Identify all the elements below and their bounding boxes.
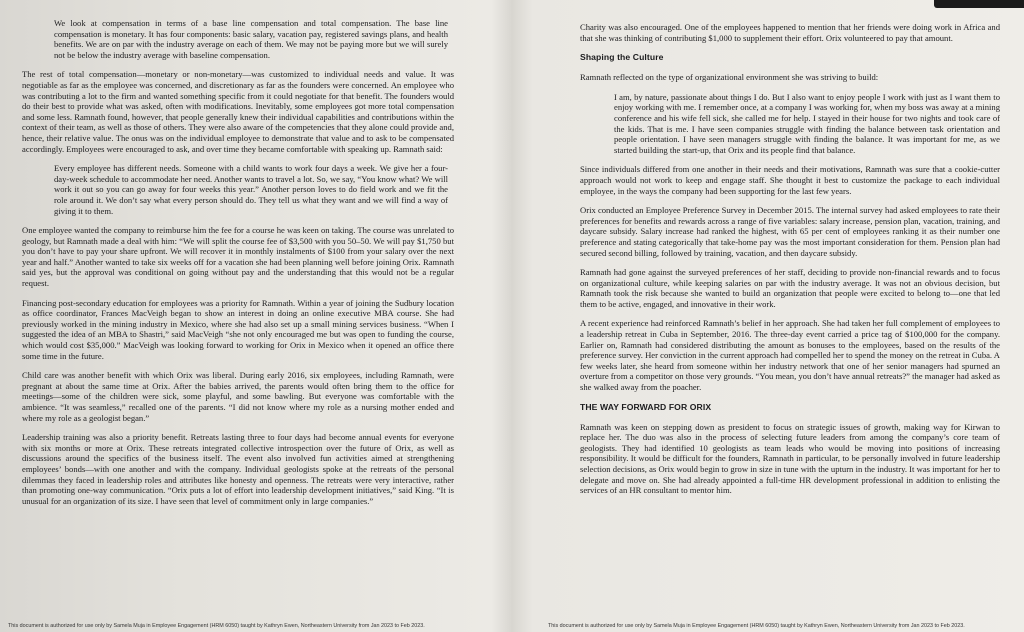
quote-block: Every employee has different needs. Someone with a child wants to work four days a week. We give her a four-day-week schedule to accommodate her need. Another wants to travel a lot. So, we say, “You know what? We will work it out so you can go away for four weeks this year.” Another person loves to do field work and we fit the role around it. We don’t say what every person should do. They tell us what they want and we will find a way of giving it to them. xyxy=(54,163,448,216)
paragraph: Since individuals differed from one another in their needs and their motivations, Ramnath was sure that a cookie-cutter approach would not work to keep and engage staff. She thought it best to customize the package to each individual employee, in the ways the company had been supporting for the last few years. xyxy=(580,164,1000,196)
footer-authorization-right: This document is authorized for use only by Samela Muja in Employee Engagement (HRM 6050) taught by Kathryn Ewen, Northeastern University from Jan 2023 to Feb 2023. xyxy=(548,623,965,629)
quote-block: We look at compensation in terms of a base line compensation and total compensation. The base line compensation is monetary. It has four components: basic salary, vacation pay, registered savings plans, and health benefits. We are on par with the industry average on each of them. We may not be paying more but we will surely not be below the industry average with baseline compensation. xyxy=(54,18,448,60)
paragraph: Ramnath had gone against the surveyed preferences of her staff, deciding to provide non-financial rewards and to focus on organizational culture, while keeping salaries on par with the industry average. It was not an obvious decision, but Ramnath took the risk because she wanted to build an organization that people were excited to belong to—one that led them to be active, engaged, and innovative in their work. xyxy=(580,267,1000,309)
paragraph: A recent experience had reinforced Ramnath’s belief in her approach. She had taken her full complement of employees to a leadership retreat in Cuba in September, 2016. The three-day event carried a price tag of $100,000 for the company. Earlier on, Ramnath had considered distributing the amount as bonuses to the employees, based on the results of the preference survey. Her conviction in the current approach had compelled her to spend the money on the retreat in Cuba. A few weeks later, she heard from someone within her industry network that one of her senior managers had spurned an overture from a competitor on those very grounds. “You mean, you don’t have annual retreats?” the manager had asked as she walked away from the poacher. xyxy=(580,318,1000,393)
section-heading: Shaping the Culture xyxy=(580,52,664,63)
paragraph: Ramnath reflected on the type of organizational environment she was striving to build: xyxy=(580,72,879,83)
page-corner-mark xyxy=(934,0,1024,8)
paragraph: Charity was also encouraged. One of the employees happened to mention that her friends were doing work in Africa and that she was thinking of contributing $1,000 to supplement their effort. Orix volunteered to pay that amount. xyxy=(580,22,1000,43)
paragraph: Leadership training was also a priority benefit. Retreats lasting three to four days had become annual events for everyone with six months or more at Orix. These retreats integrated collective introspection over the future of Orix, as well as discussions around the specifics of the business itself. The event also involved fun activities aimed at strengthening employees’ bonds—with one another and with the company. Individual geologists spoke at the retreats of the personal dilemmas they faced in leadership roles and attributes like honesty and openness. The retreats were very interactive, rather than promoting one-way communication. “Orix puts a lot of effort into leadership development initiatives,” said King. “It is unusual for an organization of its size. I have seen that level of commitment only in large companies.” xyxy=(22,432,454,506)
paragraph: Child care was another benefit with which Orix was liberal. During early 2016, six employees, including Ramnath, were pregnant at about the same time at Orix. After the babies arrived, the parents would often bring them to the office for meetings—some of the children were sick, some playful, and some bawling. But everyone was comfortable with the ambience. “It was seamless,” recalled one of the parents. “I did not know where my role as a nursing mother ended and where my role as a geologist began.” xyxy=(22,370,454,423)
paragraph: Orix conducted an Employee Preference Survey in December 2015. The internal survey had asked employees to rate their preferences for benefits and rewards across a range of five variables: salary increase, pension plan, vacation, training, and daycare subsidy. Salary increase had ranked the highest, with 65 per cent of employees ranking it as their number one preference and stating categorically that take-home pay was the most important consideration for them. Pension plan had secured second billing, followed by training, vacation, and then daycare subsidy. xyxy=(580,205,1000,258)
footer-authorization-left: This document is authorized for use only by Samela Muja in Employee Engagement (HRM 6050) taught by Kathryn Ewen, Northeastern University from Jan 2023 to Feb 2023. xyxy=(8,623,425,629)
right-column xyxy=(580,22,1000,620)
paragraph: One employee wanted the company to reimburse him the fee for a course he was keen on taking. The course was unrelated to geology, but Ramnath made a deal with him: “We will split the course fee of $3,500 with you 50–50. We will pay $1,750 but you don’t have to pay your share upfront. We will recover it in monthly instalments of $100 from your salary over the next year and half.” Another wanted to take six weeks off for a vacation she had been planning well before joining Orix. Ramnath said yes, but the approval was conditional on going without pay and the understanding that this would not be a regular request. xyxy=(22,225,454,289)
paragraph: Ramnath was keen on stepping down as president to focus on strategic issues of growth, making way for Kirwan to replace her. The duo was also in the process of selecting future leaders from among the company’s core team of geologists. They had identified 10 geologists as team leads who would be moving into positions of increasing responsibility. It would be difficult for the founders, Ramnath in particular, to be personally involved in future leadership selection decisions, as Orix would begin to grow in size in tune with the upturn in the industry. It was important for her to delegate and move on. She had already appointed a full-time HR development professional in addition to enlisting the services of an HR consultant to mentor him. xyxy=(580,421,1000,496)
left-column xyxy=(22,18,454,620)
quote-block: I am, by nature, passionate about things I do. But I also want to enjoy people I work with just as I want them to enjoy working with me. I remember once, at a company I was working for, when my boss was away at a mining conference and his wife fell sick, she called me for help. I stayed in their house for two nights and took care of the kids. That is me. I have seen companies struggle with finding the balance between task orientation and people orientation. I have seen managers struggle with finding the balance. It was important for me, as we started building the start-up, that Orix and its people find that balance. xyxy=(614,91,1000,155)
paragraph: Financing post-secondary education for employees was a priority for Ramnath. Within a year of joining the Sudbury location as office coordinator, Frances MacVeigh began to show an interest in doing an online executive MBA course. She had previously worked in the mining industry in Mexico, where she had also set up a small mining services business. “When I suggested the idea of an MBA to Shastri,” said MacVeigh “she not only encouraged me but was open to funding the course, which would cost $35,000.” MacVeigh was looking forward to working for Orix in Mexico when it opened an office there some time in the future. xyxy=(22,297,454,361)
paragraph: The rest of total compensation—monetary or non-monetary—was customized to individual needs and value. It was negotiable as far as the employee was concerned, and discretionary as far as the founders were concerned. An employee who was contributing a lot to the firm and wanted something specific from it could negotiate for that benefit. The founders would do their best to provide what was asked, often with modifications. Inevitably, some employees got more total compensation and some less. Ramnath found, however, that people generally knew their individual capabilities and contributions within the context of their team, as well as those of others. They were also aware of the competencies that they alone could provide and, hence, their relative value. The onus was on the individual employee to demonstrate that value and to ask to be compensated accordingly. Employees were encouraged to ask, and over time they became comfortable with speaking up. Ramnath said: xyxy=(22,69,454,154)
section-heading: THE WAY FORWARD FOR ORIX xyxy=(580,401,712,412)
